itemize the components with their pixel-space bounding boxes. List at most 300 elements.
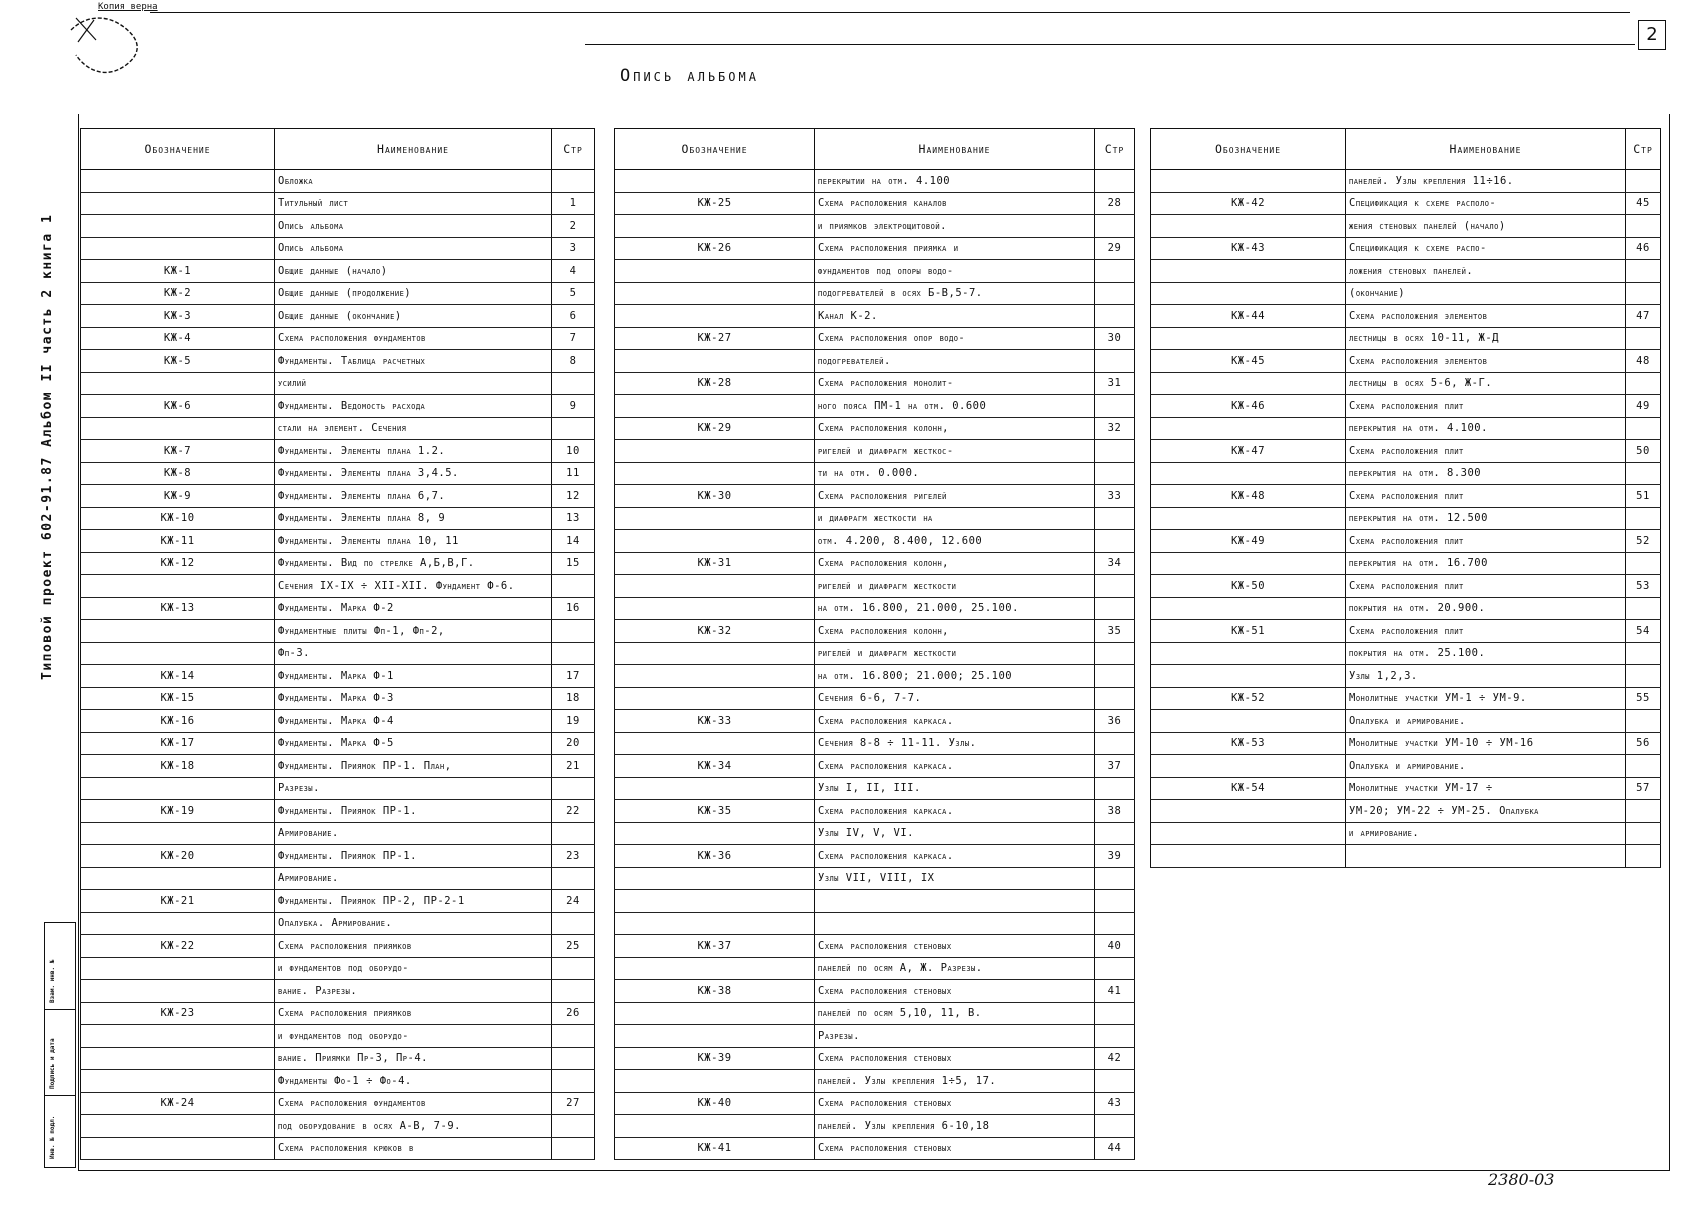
code-cell: КЖ-41 [615, 1137, 815, 1160]
name-cell: Спецификация к схеме располо- [1346, 192, 1626, 215]
name-cell: Монолитные участки УМ-1 ÷ УМ-9. [1346, 687, 1626, 710]
page-cell [552, 1070, 595, 1093]
page-cell [1095, 440, 1135, 463]
code-cell: КЖ-8 [81, 462, 275, 485]
page-cell: 38 [1095, 800, 1135, 823]
code-cell [615, 507, 815, 530]
album-code: 2380-03 [1488, 1170, 1555, 1189]
page-cell [1095, 305, 1135, 328]
name-cell: Фундаменты. Марка Ф-4 [275, 710, 552, 733]
table-row [1151, 395, 1661, 418]
table-row [615, 1115, 1135, 1138]
top-border-line [150, 12, 1630, 13]
name-cell: и приямков электрощитовой. [815, 215, 1095, 238]
page-cell: 16 [552, 597, 595, 620]
table-row [81, 552, 595, 575]
name-cell: Схема расположения плит [1346, 395, 1626, 418]
page-cell: 9 [552, 395, 595, 418]
page-cell: 5 [552, 282, 595, 305]
table-row [81, 327, 595, 350]
name-cell: Фундаменты. Приямок ПР-2, ПР-2-1 [275, 890, 552, 913]
table-row [1151, 642, 1661, 665]
table-row [1151, 260, 1661, 283]
table-row [615, 282, 1135, 305]
table-row [615, 957, 1135, 980]
table-row [81, 372, 595, 395]
name-cell: Узлы 1,2,3. [1346, 665, 1626, 688]
code-cell [81, 417, 275, 440]
name-cell: на отм. 16.800, 21.000, 25.100. [815, 597, 1095, 620]
code-cell [615, 867, 815, 890]
header-name: Наименование [815, 129, 1095, 170]
code-cell: КЖ-23 [81, 1002, 275, 1025]
code-cell: КЖ-25 [615, 192, 815, 215]
page-cell: 29 [1095, 237, 1135, 260]
table-row [615, 305, 1135, 328]
page-cell: 48 [1626, 350, 1661, 373]
code-cell: КЖ-49 [1151, 530, 1346, 553]
code-cell [81, 957, 275, 980]
code-cell: КЖ-31 [615, 552, 815, 575]
table-row [81, 440, 595, 463]
name-cell: Схема расположения стеновых [815, 1092, 1095, 1115]
name-cell: Монолитные участки УМ-10 ÷ УМ-16 [1346, 732, 1626, 755]
table-row [81, 755, 595, 778]
name-cell: вание. Приямки Пр-3, Пр-4. [275, 1047, 552, 1070]
side-caption: Типовой проект 602-91.87 Альбом II часть 2 книга 1 [40, 213, 55, 680]
table-row [1151, 710, 1661, 733]
code-cell [81, 912, 275, 935]
page-cell [1626, 417, 1661, 440]
name-cell: Фундаменты. Вид по стрелке А,Б,В,Г. [275, 552, 552, 575]
table-row [81, 350, 595, 373]
page-cell [1626, 800, 1661, 823]
code-cell: КЖ-5 [81, 350, 275, 373]
name-cell: Схема расположения каркаса. [815, 800, 1095, 823]
code-cell [1151, 327, 1346, 350]
page-cell [1095, 822, 1135, 845]
table-row [615, 170, 1135, 193]
table-row [1151, 575, 1661, 598]
code-cell [615, 890, 815, 913]
page-cell [1626, 822, 1661, 845]
code-cell: КЖ-11 [81, 530, 275, 553]
code-cell: КЖ-32 [615, 620, 815, 643]
table-row [81, 485, 595, 508]
table-row [1151, 845, 1661, 868]
name-cell: Узлы IV, V, VI. [815, 822, 1095, 845]
name-cell: Армирование. [275, 867, 552, 890]
code-cell [1151, 822, 1346, 845]
table-row [615, 507, 1135, 530]
table-row [81, 980, 595, 1003]
page-cell: 6 [552, 305, 595, 328]
table-row [1151, 440, 1661, 463]
code-cell [1151, 462, 1346, 485]
table-row [1151, 237, 1661, 260]
name-cell: Фундаменты. Марка Ф-2 [275, 597, 552, 620]
code-cell [1151, 597, 1346, 620]
name-cell: Схема расположения плит [1346, 575, 1626, 598]
stamp-cell [45, 1009, 75, 1096]
code-cell: КЖ-30 [615, 485, 815, 508]
table-row [615, 800, 1135, 823]
name-cell: Разрезы. [815, 1025, 1095, 1048]
table-row [81, 282, 595, 305]
table-row [1151, 462, 1661, 485]
stamp-cell [45, 923, 75, 1010]
page-cell [1626, 282, 1661, 305]
header-name: Наименование [1346, 129, 1626, 170]
page-cell: 41 [1095, 980, 1135, 1003]
page-cell: 12 [552, 485, 595, 508]
table-row [1151, 665, 1661, 688]
code-cell [615, 575, 815, 598]
name-cell: Общие данные (начало) [275, 260, 552, 283]
table-row [615, 552, 1135, 575]
code-cell: КЖ-22 [81, 935, 275, 958]
code-cell [81, 980, 275, 1003]
code-cell [615, 440, 815, 463]
name-cell: Опалубка и армирование. [1346, 755, 1626, 778]
page-cell: 30 [1095, 327, 1135, 350]
name-cell: Фундаменты. Приямок ПР-1. План, [275, 755, 552, 778]
table-row [81, 215, 595, 238]
name-cell: Схема расположения опор водо- [815, 327, 1095, 350]
page-cell: 49 [1626, 395, 1661, 418]
page-cell: 42 [1095, 1047, 1135, 1070]
code-cell: КЖ-38 [615, 980, 815, 1003]
page-cell: 7 [552, 327, 595, 350]
table-row [81, 1137, 595, 1160]
code-cell [81, 777, 275, 800]
table-row [615, 575, 1135, 598]
code-cell: КЖ-14 [81, 665, 275, 688]
page-cell [1626, 260, 1661, 283]
name-cell: Узлы VII, VIII, IX [815, 867, 1095, 890]
name-cell: подогревателей в осях Б-В,5-7. [815, 282, 1095, 305]
page-cell [1095, 1115, 1135, 1138]
page-cell: 52 [1626, 530, 1661, 553]
name-cell: Схема расположения стеновых [815, 935, 1095, 958]
page-cell [1626, 710, 1661, 733]
table-row [615, 485, 1135, 508]
page-cell: 11 [552, 462, 595, 485]
page-cell: 34 [1095, 552, 1135, 575]
table-row [615, 935, 1135, 958]
code-cell: КЖ-19 [81, 800, 275, 823]
name-cell: ригелей и диафрагм жесткости [815, 575, 1095, 598]
table-row [81, 935, 595, 958]
name-cell: и диафрагм жесткости на [815, 507, 1095, 530]
table-row [1151, 597, 1661, 620]
name-cell: панелей. Узлы крепления 6-10,18 [815, 1115, 1095, 1138]
code-cell: КЖ-12 [81, 552, 275, 575]
page-cell [1095, 687, 1135, 710]
page-cell: 14 [552, 530, 595, 553]
code-cell: КЖ-34 [615, 755, 815, 778]
code-cell: КЖ-16 [81, 710, 275, 733]
table-row [81, 845, 595, 868]
table-row [615, 237, 1135, 260]
code-cell [615, 732, 815, 755]
header-name: Наименование [275, 129, 552, 170]
table-row [81, 890, 595, 913]
name-cell: Общие данные (окончание) [275, 305, 552, 328]
page-cell: 43 [1095, 1092, 1135, 1115]
page-cell [1095, 642, 1135, 665]
page-cell [1626, 215, 1661, 238]
name-cell: Фундаменты. Марка Ф-5 [275, 732, 552, 755]
page-cell [1095, 957, 1135, 980]
code-cell [615, 170, 815, 193]
table-row [615, 620, 1135, 643]
name-cell: Разрезы. [275, 777, 552, 800]
table-row [615, 1002, 1135, 1025]
code-cell: КЖ-26 [615, 237, 815, 260]
name-cell: Фп-3. [275, 642, 552, 665]
name-cell: Опись альбома [275, 237, 552, 260]
page-cell [552, 1137, 595, 1160]
table-row [1151, 530, 1661, 553]
name-cell: Схема расположения элементов [1346, 350, 1626, 373]
name-cell [815, 912, 1095, 935]
page-cell: 4 [552, 260, 595, 283]
page-cell [1095, 1025, 1135, 1048]
table-row [81, 170, 595, 193]
page-cell: 31 [1095, 372, 1135, 395]
table-row [81, 1025, 595, 1048]
table-row [81, 710, 595, 733]
page-cell: 3 [552, 237, 595, 260]
code-cell [81, 575, 275, 598]
page-cell: 1 [552, 192, 595, 215]
page-cell [552, 1025, 595, 1048]
page-cell [552, 957, 595, 980]
stamp-strip [44, 922, 76, 1168]
page-cell [1626, 665, 1661, 688]
table-row [81, 237, 595, 260]
name-cell: покрытия на отм. 20.900. [1346, 597, 1626, 620]
name-cell: панелей. Узлы крепления 11÷16. [1346, 170, 1626, 193]
table-row [81, 395, 595, 418]
name-cell: Схема расположения элементов [1346, 305, 1626, 328]
name-cell: лестницы в осях 10-11, Ж-Д [1346, 327, 1626, 350]
page-cell [1095, 777, 1135, 800]
code-cell: КЖ-24 [81, 1092, 275, 1115]
page-cell: 53 [1626, 575, 1661, 598]
code-cell [81, 170, 275, 193]
page-cell: 55 [1626, 687, 1661, 710]
signature-mark [66, 10, 156, 80]
code-cell [615, 1070, 815, 1093]
table-row [1151, 305, 1661, 328]
page-cell [1095, 890, 1135, 913]
name-cell: и фундаментов под оборудо- [275, 1025, 552, 1048]
code-cell: КЖ-3 [81, 305, 275, 328]
code-cell [615, 777, 815, 800]
table-row [81, 597, 595, 620]
name-cell: лестницы в осях 5-6, Ж-Г. [1346, 372, 1626, 395]
code-cell: КЖ-45 [1151, 350, 1346, 373]
table-row [81, 732, 595, 755]
toc-table-3 [1150, 128, 1661, 868]
page-cell: 10 [552, 440, 595, 463]
code-cell: КЖ-35 [615, 800, 815, 823]
table-row [615, 462, 1135, 485]
code-cell [1151, 170, 1346, 193]
table-row [1151, 777, 1661, 800]
table-row [615, 755, 1135, 778]
code-cell [81, 1115, 275, 1138]
name-cell: жения стеновых панелей (начало) [1346, 215, 1626, 238]
code-cell [81, 620, 275, 643]
page-cell [1095, 350, 1135, 373]
code-cell [81, 1070, 275, 1093]
name-cell: фундаментов под опоры водо- [815, 260, 1095, 283]
name-cell: Схема расположения монолит- [815, 372, 1095, 395]
page-cell [1095, 507, 1135, 530]
page-cell: 18 [552, 687, 595, 710]
code-cell [615, 1002, 815, 1025]
page-cell [1095, 282, 1135, 305]
header-page: Стр [1095, 129, 1135, 170]
page-cell: 36 [1095, 710, 1135, 733]
page-cell [1095, 867, 1135, 890]
page-cell [1626, 372, 1661, 395]
page-cell [1626, 327, 1661, 350]
name-cell: Фундаменты. Марка Ф-1 [275, 665, 552, 688]
code-cell [615, 687, 815, 710]
table-row [615, 1070, 1135, 1093]
page-cell: 22 [552, 800, 595, 823]
name-cell: перекрытия на отм. 12.500 [1346, 507, 1626, 530]
page-cell: 35 [1095, 620, 1135, 643]
table-row [81, 462, 595, 485]
name-cell: Опалубка и армирование. [1346, 710, 1626, 733]
code-cell [81, 867, 275, 890]
table-row [81, 822, 595, 845]
page-cell: 32 [1095, 417, 1135, 440]
name-cell: Опись альбома [275, 215, 552, 238]
code-cell [1151, 372, 1346, 395]
page-cell [1626, 755, 1661, 778]
name-cell: панелей. Узлы крепления 1÷5, 17. [815, 1070, 1095, 1093]
name-cell: Обложка [275, 170, 552, 193]
name-cell: подогревателей. [815, 350, 1095, 373]
table-row [81, 687, 595, 710]
name-cell: Схема расположения колонн, [815, 552, 1095, 575]
code-cell: КЖ-18 [81, 755, 275, 778]
code-cell: КЖ-9 [81, 485, 275, 508]
name-cell: УМ-20; УМ-22 ÷ УМ-25. Опалубка [1346, 800, 1626, 823]
name-cell: усилий [275, 372, 552, 395]
page-cell [1095, 395, 1135, 418]
code-cell [1151, 260, 1346, 283]
code-cell [1151, 642, 1346, 665]
table-row [1151, 620, 1661, 643]
table-row [81, 642, 595, 665]
page-cell [1626, 170, 1661, 193]
table-row [1151, 327, 1661, 350]
page-cell: 28 [1095, 192, 1135, 215]
page-cell [552, 642, 595, 665]
code-cell: КЖ-10 [81, 507, 275, 530]
table-row [81, 957, 595, 980]
code-cell [615, 395, 815, 418]
code-cell: КЖ-27 [615, 327, 815, 350]
code-cell [81, 1025, 275, 1048]
code-cell: КЖ-17 [81, 732, 275, 755]
name-cell: панелей по осям 5,10, 11, В. [815, 1002, 1095, 1025]
table-row [615, 732, 1135, 755]
page-number: 2 [1638, 20, 1666, 50]
table-row [615, 372, 1135, 395]
page-cell [1626, 597, 1661, 620]
name-cell: перекрытии на отм. 4.100 [815, 170, 1095, 193]
page-cell [1095, 530, 1135, 553]
name-cell: Схема расположения плит [1346, 440, 1626, 463]
page-cell [1095, 170, 1135, 193]
page-cell: 25 [552, 935, 595, 958]
stamp-label: Инв. № подл. [49, 1115, 56, 1159]
name-cell: под оборудование в осях А-В, 7-9. [275, 1115, 552, 1138]
code-cell [81, 1137, 275, 1160]
name-cell: Схема расположения каналов [815, 192, 1095, 215]
table-row [615, 912, 1135, 935]
code-cell [615, 822, 815, 845]
code-cell [615, 642, 815, 665]
name-cell: Фундаменты. Приямок ПР-1. [275, 845, 552, 868]
code-cell: КЖ-39 [615, 1047, 815, 1070]
name-cell: Сечения IX-IX ÷ XII-XII. Фундамент Ф-6. [275, 575, 552, 598]
table-row [81, 417, 595, 440]
page-cell: 20 [552, 732, 595, 755]
table-row [1151, 800, 1661, 823]
code-cell [81, 237, 275, 260]
name-cell: Схема расположения ригелей [815, 485, 1095, 508]
stamp-label: Взам. инв. № [49, 959, 56, 1003]
code-cell [615, 912, 815, 935]
page-cell: 13 [552, 507, 595, 530]
name-cell: отм. 4.200, 8.400, 12.600 [815, 530, 1095, 553]
page-cell [1095, 1002, 1135, 1025]
name-cell: Схема расположения стеновых [815, 1047, 1095, 1070]
page-cell [552, 372, 595, 395]
code-cell [81, 822, 275, 845]
table-row [81, 620, 595, 643]
table-row [615, 1047, 1135, 1070]
table-row [615, 890, 1135, 913]
code-cell: КЖ-6 [81, 395, 275, 418]
code-cell: КЖ-46 [1151, 395, 1346, 418]
name-cell: Спецификация к схеме распо- [1346, 237, 1626, 260]
page-cell: 56 [1626, 732, 1661, 755]
table-row [1151, 687, 1661, 710]
table-row [1151, 507, 1661, 530]
table-row [615, 845, 1135, 868]
table-row [81, 665, 595, 688]
page-cell [1095, 732, 1135, 755]
table-row [615, 440, 1135, 463]
table-row [81, 1047, 595, 1070]
name-cell: Схема расположения фундаментов [275, 327, 552, 350]
name-cell: Схема расположения крюков в [275, 1137, 552, 1160]
name-cell: Фундаменты. Ведомость расхода [275, 395, 552, 418]
page-cell [552, 1047, 595, 1070]
code-cell [1151, 215, 1346, 238]
toc-table-1 [80, 128, 595, 1160]
